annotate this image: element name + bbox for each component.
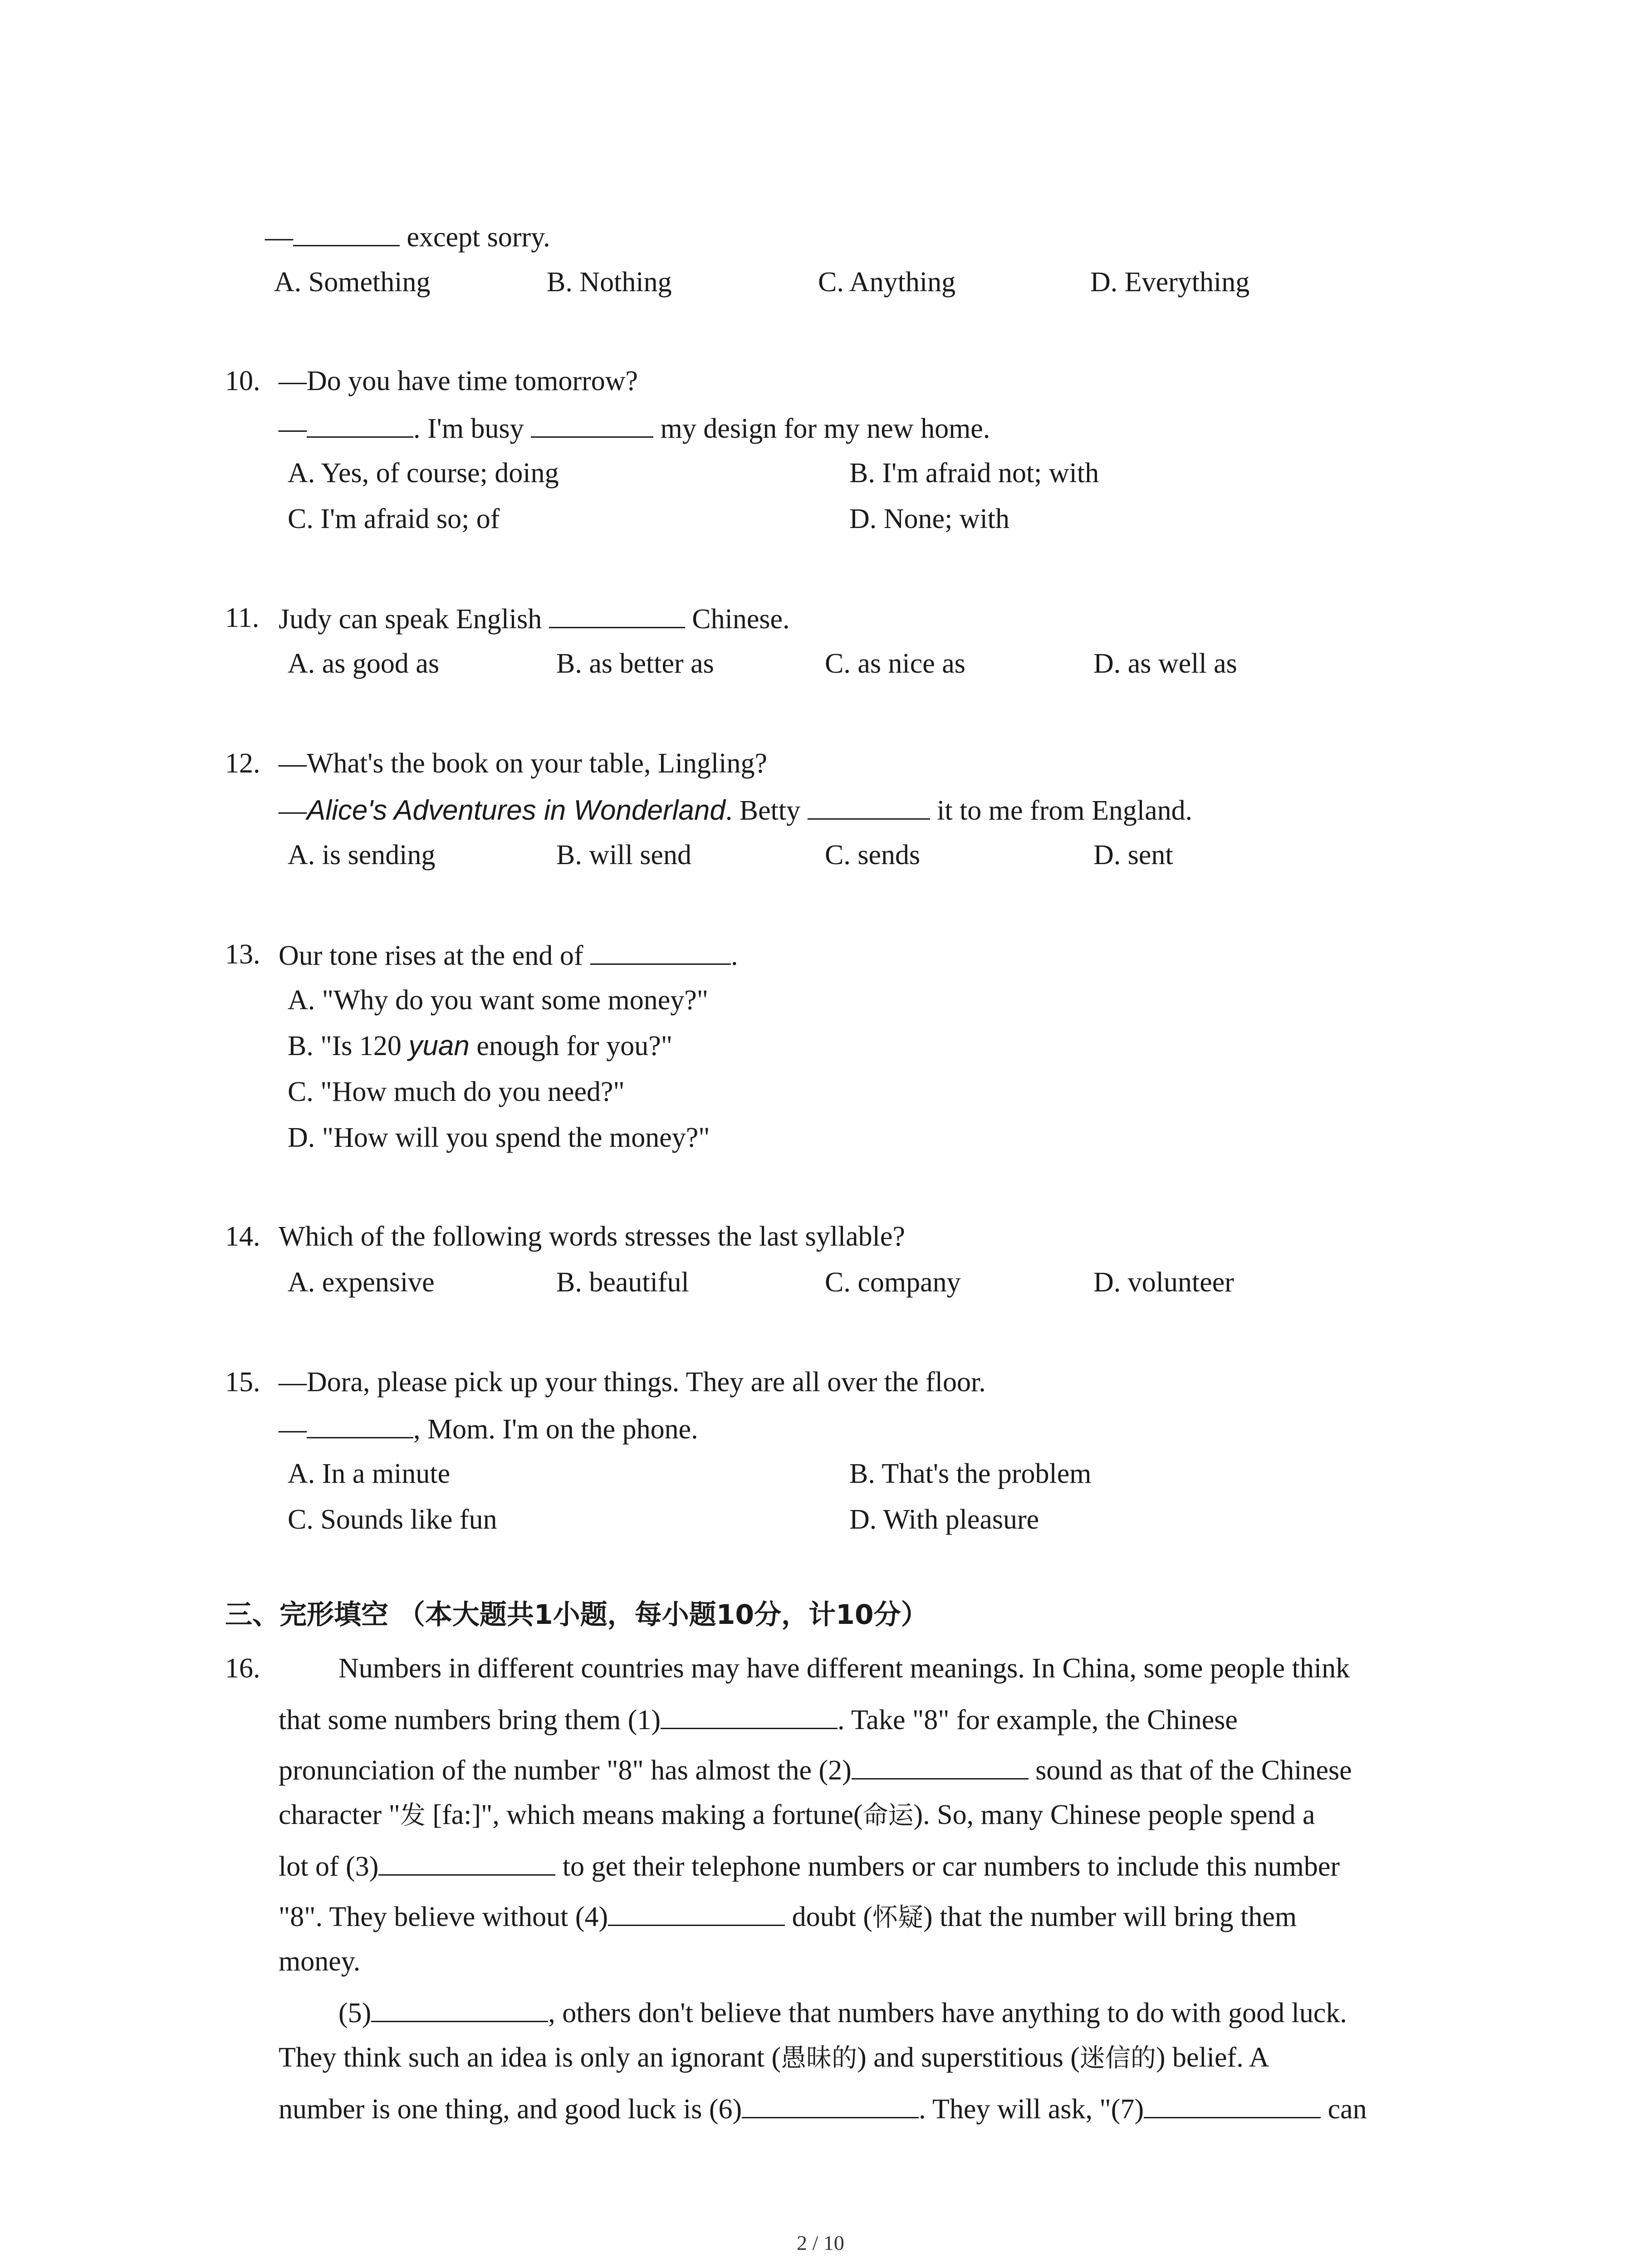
q16-blank-1: [661, 1701, 838, 1729]
q9-answer-line: [265, 218, 550, 255]
q13-stem: Our tone rises at the end of .: [279, 936, 738, 974]
q12-option-a: A. is sending: [288, 840, 436, 870]
q16-p1-line1: Numbers in different countries may have different meanings. In China, some people think: [338, 1653, 1350, 1684]
q10-blank-1: [307, 409, 413, 438]
q9-blank: [293, 218, 400, 246]
q16-p1-line3: pronunciation of the number "8" has almost the (2) sound as that of the Chinese: [279, 1751, 1352, 1789]
q10-line2: — . I'm busy my design for my new home.: [279, 409, 990, 447]
q12-option-b: B. will send: [556, 840, 691, 870]
q16-p2-line2: They think such an idea is only an ignorant (愚昧的) and superstitious (迷信的) belief. A: [279, 2042, 1269, 2073]
q12-number: 12.: [225, 748, 260, 779]
q10-option-d: D. None; with: [849, 503, 1010, 534]
q15-option-b: B. That's the problem: [849, 1458, 1092, 1489]
q10-blank-2: [531, 409, 653, 438]
q16-blank-3: [378, 1847, 555, 1876]
q12-option-c: C. sends: [825, 840, 921, 870]
q15-blank: [307, 1410, 413, 1438]
q11-option-a: A. as good as: [288, 648, 440, 679]
q13-option-c: C. "How much do you need?": [288, 1076, 625, 1107]
q14-option-c: C. company: [825, 1267, 961, 1298]
q15-option-c: C. Sounds like fun: [288, 1504, 497, 1535]
q9-option-b: B. Nothing: [547, 267, 672, 298]
q16-blank-4: [608, 1897, 785, 1926]
q12-book-title: Alice's Adventures in Wonderland: [307, 795, 725, 826]
q16-p1-line2: that some numbers bring them (1) . Take "8" for example, the Chinese: [279, 1701, 1238, 1738]
q10-number: 10.: [225, 366, 260, 396]
q16-p2-line3: number is one thing, and good luck is (6) . They will ask, "(7) can: [279, 2090, 1367, 2127]
q13-option-b: B. "Is 120 yuan enough for you?": [288, 1030, 673, 1061]
q16-number: 16.: [225, 1653, 260, 1684]
section-3-heading: 三、完形填空 （本大题共1小题，每小题10分，计10分）: [225, 1599, 928, 1631]
q12-line2: —Alice's Adventures in Wonderland. Betty it to me from England.: [279, 791, 1192, 829]
q16-p1-line7: money.: [279, 1946, 361, 1977]
q14-option-b: B. beautiful: [556, 1267, 689, 1298]
q9-option-a: A. Something: [274, 267, 431, 298]
q16-p2-line1: (5) , others don't believe that numbers have anything to do with good luck.: [338, 1994, 1347, 2031]
q14-option-d: D. volunteer: [1093, 1267, 1234, 1298]
q12-option-d: D. sent: [1093, 840, 1173, 870]
q16-blank-6: [742, 2090, 919, 2118]
q13-number: 13.: [225, 939, 260, 970]
q12-line1: —What's the book on your table, Lingling?: [279, 748, 768, 779]
q12-blank: [808, 791, 930, 820]
q16-blank-5: [371, 1994, 548, 2022]
q16-p1-line6: "8". They believe without (4) doubt (怀疑) that the number will bring them: [279, 1897, 1297, 1936]
q16-p1-line5: lot of (3) to get their telephone numbers or car numbers to include this number: [279, 1847, 1340, 1885]
q15-line2: — , Mom. I'm on the phone.: [279, 1410, 698, 1447]
q14-stem: Which of the following words stresses the last syllable?: [279, 1221, 905, 1252]
q9-option-c: C. Anything: [818, 267, 956, 298]
page-number: 2 / 10: [797, 2231, 844, 2254]
q13-blank: [590, 936, 731, 965]
q9-answer-suffix: except sorry.: [400, 222, 550, 253]
q10-option-a: A. Yes, of course; doing: [288, 458, 559, 489]
q11-option-c: C. as nice as: [825, 648, 965, 679]
q11-option-d: D. as well as: [1093, 648, 1237, 679]
q9-dash: —: [265, 222, 293, 253]
q15-option-d: D. With pleasure: [849, 1504, 1039, 1535]
q15-line1: —Dora, please pick up your things. They are all over the floor.: [279, 1367, 986, 1398]
q16-blank-2: [852, 1751, 1029, 1779]
q10-option-b: B. I'm afraid not; with: [849, 458, 1099, 489]
q14-option-a: A. expensive: [288, 1267, 435, 1298]
q11-blank: [549, 600, 685, 628]
q9-option-d: D. Everything: [1090, 267, 1250, 298]
q15-number: 15.: [225, 1367, 260, 1398]
q10-line1: —Do you have time tomorrow?: [279, 366, 638, 396]
q13-option-a: A. "Why do you want some money?": [288, 985, 709, 1016]
q11-option-b: B. as better as: [556, 648, 714, 679]
q13-option-d: D. "How will you spend the money?": [288, 1122, 710, 1153]
q16-blank-7: [1144, 2090, 1321, 2118]
q10-option-c: C. I'm afraid so; of: [288, 503, 500, 534]
q15-option-a: A. In a minute: [288, 1458, 451, 1489]
q11-number: 11.: [225, 602, 260, 633]
q14-number: 14.: [225, 1221, 260, 1252]
q16-p1-line4: character "发 [fa:]", which means making a fortune(命运). So, many Chinese people spend a: [279, 1799, 1315, 1830]
q11-stem: Judy can speak English Chinese.: [279, 600, 790, 637]
